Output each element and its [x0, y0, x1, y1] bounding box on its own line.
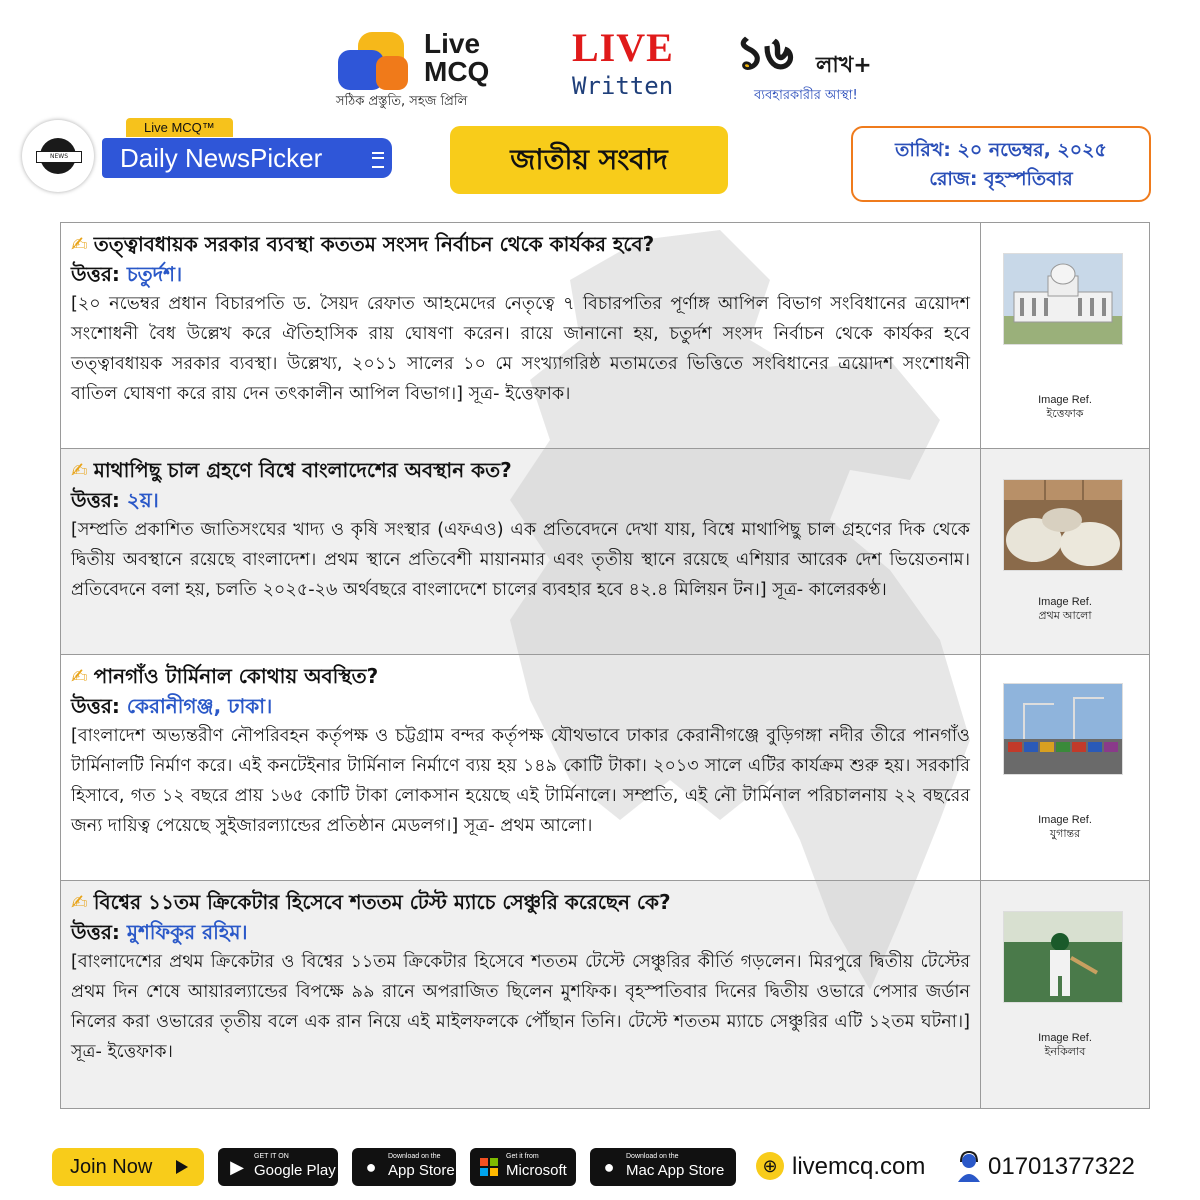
phone-contact[interactable]: 01701377322: [956, 1150, 1135, 1184]
section-title: জাতীয় সংবাদ: [450, 126, 728, 194]
question: ✍ পানগাঁও টার্মিনাল কোথায় অবস্থিত?: [71, 664, 379, 688]
cricketer-image: [1003, 911, 1123, 1003]
image-ref-caption: Image Ref. প্রথম আলো: [981, 595, 1149, 623]
users-unit: লাখ+: [816, 53, 872, 78]
google-play-button[interactable]: ▶ GET IT ON Google Play: [218, 1148, 338, 1186]
answer: কেরানীগঞ্জ, ঢাকা।: [126, 694, 273, 718]
menu-lines-icon: [372, 152, 384, 168]
image-ref-caption: Image Ref. যুগান্তর: [981, 813, 1149, 841]
container-terminal-image: [1003, 683, 1123, 775]
picker-title: Daily NewsPicker: [120, 143, 323, 173]
writing-hand-icon: ✍: [71, 232, 88, 256]
livemcq-logo: [336, 28, 516, 110]
live-label: LIVE: [572, 25, 674, 70]
apple-icon: ●: [365, 1157, 377, 1177]
question: ✍ বিশ্বের ১১তম ক্রিকেটার হিসেবে শততম টেস্ট ম্যাচে সেঞ্চুরি করেছেন কে?: [71, 890, 671, 914]
users-count: ১৬: [736, 28, 794, 79]
news-row: [61, 881, 1149, 1108]
image-ref-cell: [981, 449, 1149, 654]
news-row: [61, 223, 1149, 449]
image-ref-source: প্রথম আলো: [1038, 610, 1092, 622]
news-text-cell: [61, 881, 981, 1108]
answer-line: উত্তর: ২য়।: [71, 488, 159, 512]
image-ref-caption: Image Ref. ইত্তেফাক: [981, 393, 1149, 421]
image-ref-caption: Image Ref. ইনকিলাব: [981, 1031, 1149, 1059]
play-arrow-icon: [176, 1160, 188, 1174]
brand-name-line1: Live: [424, 28, 481, 59]
written-label: Written: [572, 72, 674, 100]
image-ref-cell: [981, 655, 1149, 880]
app-store-button[interactable]: ● Download on the App Store: [352, 1148, 456, 1186]
news-globe-icon: [22, 120, 94, 192]
brand-name-line2: MCQ: [424, 56, 490, 87]
picker-badge: Live MCQ™: [126, 118, 233, 137]
date-line: তারিখ: ২০ নভেম্বর, ২০২৫: [895, 139, 1107, 161]
globe-icon: ⊕: [756, 1152, 784, 1180]
writing-hand-icon: ✍: [71, 890, 88, 914]
picker-title-pill: [102, 138, 392, 178]
news-text-cell: [61, 449, 981, 654]
question: ✍ তত্ত্বাবধায়ক সরকার ব্যবস্থা কততম সংসদ নির্বাচন থেকে কার্যকর হবে?: [71, 232, 655, 256]
live-written-logo: [572, 25, 674, 100]
news-text-cell: [61, 223, 981, 448]
apple-icon: ●: [603, 1157, 615, 1177]
answer: ২য়।: [126, 488, 159, 512]
mac-app-store-button[interactable]: ● Download on the Mac App Store: [590, 1148, 736, 1186]
microsoft-store-button[interactable]: Get it from Microsoft: [470, 1148, 576, 1186]
writing-hand-icon: ✍: [71, 664, 88, 688]
news-table: [60, 222, 1150, 1109]
image-ref-source: ইত্তেফাক: [1046, 408, 1084, 420]
answer-line: উত্তর: মুশফিকুর রহিম।: [71, 920, 248, 944]
google-play-icon: ▶: [230, 1157, 244, 1177]
explanation: [সম্প্রতি প্রকাশিত জাতিসংঘের খাদ্য ও কৃষি সংস্থার (এফএও) এক প্রতিবেদনে দেখা যায়, বিশ্বে মাথাপিছু চাল গ্রহণের দিক থেকে দ্বিতীয় অবস্থানে রয়েছে বাংলাদেশ। প্রথম স্থানে প্রতিবেশী মায়ানমার এবং তৃতীয় স্থানে রয়েছে এশিয়ার আরেক দেশ ভিয়েতনাম। প্রতিবেদনে বলা হয়, চলতি ২০২৫-২৬ অর্থবছরে বাংলাদেশে চালের ব্যবহার হবে ৪২.৪ মিলিয়ন টন।] সূত্র- কালেরকণ্ঠ।: [71, 520, 970, 600]
answer: চতুর্দশ।: [126, 262, 183, 286]
microsoft-icon: [478, 1156, 500, 1178]
explanation: [বাংলাদেশের প্রথম ক্রিকেটার ও বিশ্বের ১১তম ক্রিকেটার হিসেবে শততম টেস্টে সেঞ্চুরির কীর্তি গড়লেন। মিরপুরে দ্বিতীয় টেস্টের প্রথম দিন শেষে আয়ারল্যান্ডের বিপক্ষে ৯৯ রানে অপরাজিত ছিলেন মুশফিক। বৃহস্পতিবার দিনের দ্বিতীয় ওভারে পেসার জর্ডান নিলের করা ওভারের তৃতীয় বলে এক রান নিয়ে এই মাইলফলকে পৌঁছান তিনি। টেস্টে শততম ম্যাচে সেঞ্চুরির এটি ১২তম ঘটনা।] সূত্র- ইত্তেফাক।: [71, 952, 970, 1062]
writing-hand-icon: ✍: [71, 458, 88, 482]
question: ✍ মাথাপিছু চাল গ্রহণে বিশ্বে বাংলাদেশের অবস্থান কত?: [71, 458, 512, 482]
image-ref-source: ইনকিলাব: [1044, 1046, 1086, 1058]
explanation: [বাংলাদেশ অভ্যন্তরীণ নৌপরিবহন কর্তৃপক্ষ ও চট্টগ্রাম বন্দর কর্তৃপক্ষ যৌথভাবে ঢাকার কেরানীগঞ্জে বুড়িগঙ্গা নদীর তীরে পানগাঁও টার্মিনালটি নির্মাণ করে। এই কনটেইনার টার্মিনাল নির্মাণে ব্যয় হয় ১৪৯ কোটি টাকা। ২০১৩ সালে এটির কার্যক্রম শুরু হয়। সরকারি হিসাবে, গত ১২ বছরে প্রায় ১৬৫ কোটি টাকা লোকসান হয়েছে এই টার্মিনালে। সম্প্রতি, এই নৌ টার্মিনাল পরিচালনায় ২২ বছরের জন্য দায়িত্ব পেয়েছে সুইজারল্যান্ডের প্রতিষ্ঠান মেডলগ।] সূত্র- প্রথম আলো।: [71, 726, 970, 836]
news-row: [61, 449, 1149, 655]
supreme-court-image: [1003, 253, 1123, 345]
rice-sacks-image: [1003, 479, 1123, 571]
answer-line: উত্তর: কেরানীগঞ্জ, ঢাকা।: [71, 694, 273, 718]
image-ref-cell: [981, 223, 1149, 448]
footer: [0, 1146, 1200, 1190]
support-agent-icon: [956, 1150, 982, 1184]
image-ref-source: যুগান্তর: [1049, 828, 1081, 840]
day-line: রোজ: বৃহস্পতিবার: [929, 168, 1073, 190]
answer-line: উত্তর: চতুর্দশ।: [71, 262, 183, 286]
news-row: [61, 655, 1149, 881]
join-now-button[interactable]: Join Now: [52, 1148, 204, 1186]
logo-shape-orange: [376, 56, 408, 90]
daily-newspicker-logo: [22, 118, 374, 194]
website-link[interactable]: ⊕ livemcq.com: [756, 1150, 925, 1184]
date-box: [851, 126, 1151, 202]
image-ref-cell: [981, 881, 1149, 1108]
brand-tagline: সঠিক প্রস্তুতি, সহজ প্রিলি: [336, 94, 468, 109]
users-trust-text: ব্যবহারকারীর আস্থা!: [754, 88, 858, 103]
globe-label: NEWS: [36, 151, 82, 163]
explanation: [২০ নভেম্বর প্রধান বিচারপতি ড. সৈয়দ রেফাত আহমেদের নেতৃত্বে ৭ বিচারপতির পূর্ণাঙ্গ আপিল বিভাগ সংবিধানের ত্রয়োদশ সংশোধনী বৈধ উল্লেখ করে ঐতিহাসিক রায় ঘোষণা করেন। রায়ে জানানো হয়, চতুর্দশ সংসদ নির্বাচন থেকে কার্যকর হবে তত্ত্বাবধায়ক সরকার ব্যবস্থা। উল্লেখ্য, ২০১১ সালের ১০ মে সংখ্যাগরিষ্ঠ মতামতের ভিত্তিতে সংবিধানের ত্রয়োদশ সংশোধনী বাতিল ঘোষণা করে রায় দেন তৎকালীন আপিল বিভাগ।] সূত্র- ইত্তেফাক।: [71, 294, 970, 404]
answer: মুশফিকুর রহিম।: [126, 920, 248, 944]
news-text-cell: [61, 655, 981, 880]
brand-name: [424, 30, 489, 86]
users-trust-badge: [736, 28, 906, 106]
